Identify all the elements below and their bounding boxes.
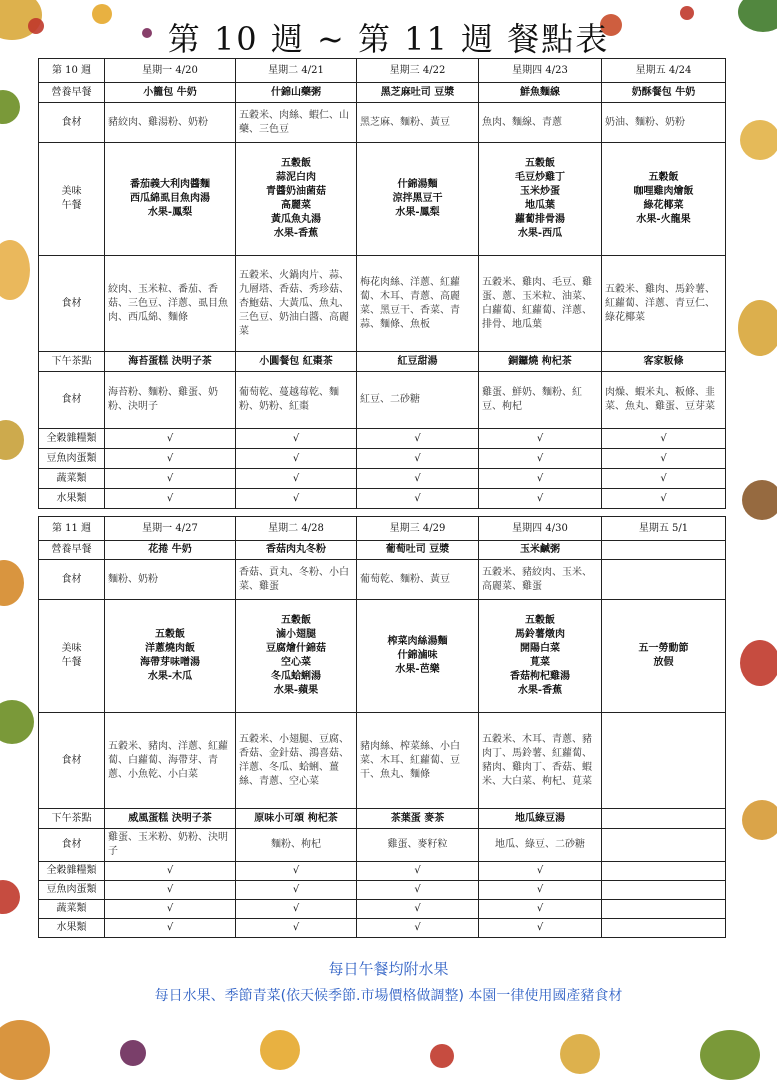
ingredients-cell: 魚肉、麵線、青蔥 [479, 103, 602, 143]
check-cell: √ [105, 862, 236, 881]
lunch-dish: 蘿蔔排骨湯 [515, 214, 565, 225]
snack-cell [602, 809, 726, 829]
lunch-dish: 開陽白菜 [520, 643, 560, 654]
ingredients-cell: 五穀米、小翅腿、豆腐、香菇、金針菇、鴻喜菇、洋蔥、冬瓜、蛤蜊、薑絲、青蔥、空心菜 [236, 713, 357, 809]
check-cell: √ [602, 429, 726, 449]
row-label-fruits: 水果類 [39, 489, 105, 509]
check-cell: √ [602, 449, 726, 469]
row-label-snack: 下午茶點 [39, 809, 105, 829]
ingredients-cell: 奶油、麵粉、奶粉 [602, 103, 726, 143]
ingredients-cell: 紅豆、二砂糖 [357, 372, 479, 429]
ingredients-cell: 地瓜、綠豆、二砂糖 [479, 829, 602, 862]
snack-cell: 客家粄條 [602, 352, 726, 372]
check-cell: √ [357, 900, 479, 919]
lunch-cell [479, 143, 602, 256]
lunch-dish: 冬瓜蛤蜊湯 [271, 671, 321, 682]
lunch-cell [357, 600, 479, 713]
lunch-dish: 什錦滷味 [397, 650, 438, 661]
breakfast-cell: 玉米鹹粥 [479, 541, 602, 560]
day-header: 星期一 4/20 [105, 59, 236, 83]
breakfast-cell: 葡萄吐司 豆漿 [357, 541, 479, 560]
lunch-label-line: 美味 [61, 643, 82, 654]
check-cell: √ [236, 449, 357, 469]
check-cell [602, 862, 726, 881]
check-cell: √ [479, 489, 602, 509]
day-header: 星期三 4/29 [357, 517, 479, 541]
ingredients-cell: 五穀米、火鍋肉片、蒜、九層塔、香菇、秀珍菇、杏鮑菇、大黃瓜、魚丸、三色豆、奶油白醬、高麗菜 [236, 256, 357, 352]
check-cell [602, 881, 726, 900]
lunch-label-line: 午餐 [61, 200, 82, 211]
breakfast-cell: 奶酥餐包 牛奶 [602, 83, 726, 103]
lunch-cell [236, 143, 357, 256]
week11-menu-table [38, 516, 726, 938]
ingredients-cell: 肉燥、蝦米丸、粄條、韭菜、魚丸、雞蛋、豆芽菜 [602, 372, 726, 429]
check-cell: √ [105, 919, 236, 938]
ingredients-cell: 豬肉絲、榨菜絲、小白菜、木耳、紅蘿蔔、豆干、魚丸、麵條 [357, 713, 479, 809]
day-header: 星期一 4/27 [105, 517, 236, 541]
lunch-dish: 水果-西瓜 [517, 228, 563, 239]
ingredients-cell: 雞蛋、玉米粉、奶粉、決明子 [105, 829, 236, 862]
row-label-snack: 下午茶點 [39, 352, 105, 372]
week10-protein-row [39, 449, 726, 469]
ingredients-cell: 五穀米、雞肉、毛豆、雞蛋、蔥、玉米粒、油菜、白蘿蔔、紅蘿蔔、洋蔥、排骨、地瓜葉 [479, 256, 602, 352]
ingredients-cell [602, 560, 726, 600]
snack-cell: 海苔蛋糕 決明子茶 [105, 352, 236, 372]
check-cell [602, 900, 726, 919]
check-cell: √ [479, 881, 602, 900]
week11-snack-row [39, 809, 726, 829]
check-cell: √ [357, 489, 479, 509]
lunch-dish: 水果-芭樂 [395, 664, 440, 675]
lunch-dish: 水果-蘋果 [273, 685, 319, 696]
lunch-dish: 五穀飯 [155, 629, 185, 640]
check-cell: √ [357, 881, 479, 900]
row-label-ingredients: 食材 [39, 256, 105, 352]
check-cell: √ [479, 919, 602, 938]
week10-lunch-ingredients-row [39, 256, 726, 352]
week11-snack-ingredients-row [39, 829, 726, 862]
ingredients-cell: 五穀米、肉絲、蝦仁、山藥、三色豆 [236, 103, 357, 143]
ingredients-cell: 麵粉、奶粉 [105, 560, 236, 600]
check-cell: √ [357, 862, 479, 881]
week10-breakfast-ingredients-row [39, 103, 726, 143]
check-cell: √ [357, 429, 479, 449]
week10-grains-row [39, 429, 726, 449]
week11-breakfast-row [39, 541, 726, 560]
row-label-protein: 豆魚肉蛋類 [39, 881, 105, 900]
check-cell: √ [357, 469, 479, 489]
row-label-lunch [39, 143, 105, 256]
breakfast-cell: 黑芝麻吐司 豆漿 [357, 83, 479, 103]
row-label-ingredients: 食材 [39, 829, 105, 862]
day-header: 星期三 4/22 [357, 59, 479, 83]
lunch-dish: 洋蔥燒肉飯 [145, 643, 195, 654]
week10-header-row [39, 59, 726, 83]
ingredients-cell: 麵粉、枸杞 [236, 829, 357, 862]
lunch-dish: 水果-香蕉 [273, 228, 319, 239]
week10-vegetables-row [39, 469, 726, 489]
lunch-dish: 黃瓜魚丸湯 [271, 214, 321, 225]
week11-vegetables-row [39, 900, 726, 919]
lunch-dish: 青醬奶油菌菇 [266, 186, 326, 197]
lunch-dish: 五穀飯 [525, 158, 555, 169]
check-cell: √ [602, 469, 726, 489]
week11-lunch-row [39, 600, 726, 713]
snack-cell: 地瓜綠豆湯 [479, 809, 602, 829]
day-header: 星期五 4/24 [602, 59, 726, 83]
breakfast-cell: 小籠包 牛奶 [105, 83, 236, 103]
ingredients-cell: 五穀米、雞肉、馬鈴薯、紅蘿蔔、洋蔥、青豆仁、綠花椰菜 [602, 256, 726, 352]
row-label-breakfast: 營養早餐 [39, 83, 105, 103]
week10-menu-table [38, 58, 726, 509]
check-cell: √ [479, 862, 602, 881]
lunch-dish: 蒜泥白肉 [276, 172, 316, 183]
ingredients-cell: 雞蛋、鮮奶、麵粉、紅豆、枸杞 [479, 372, 602, 429]
lunch-cell [105, 143, 236, 256]
lunch-cell [236, 600, 357, 713]
row-label-vegetables: 蔬菜類 [39, 900, 105, 919]
check-cell: √ [236, 469, 357, 489]
day-header: 星期二 4/21 [236, 59, 357, 83]
row-label-ingredients: 食材 [39, 713, 105, 809]
lunch-dish: 五穀飯 [525, 615, 555, 626]
ingredients-cell [602, 829, 726, 862]
check-cell: √ [105, 449, 236, 469]
check-cell: √ [479, 469, 602, 489]
row-label-protein: 豆魚肉蛋類 [39, 449, 105, 469]
lunch-dish: 綠花椰菜 [643, 200, 684, 211]
lunch-dish: 高麗菜 [281, 200, 311, 211]
lunch-dish: 五穀飯 [648, 172, 679, 183]
lunch-dish: 水果-鳳梨 [147, 207, 193, 218]
lunch-dish: 番茄義大利肉醬麵 [130, 179, 210, 190]
ingredients-cell: 海苔粉、麵粉、雞蛋、奶粉、決明子 [105, 372, 236, 429]
breakfast-cell: 花捲 牛奶 [105, 541, 236, 560]
week-label: 第 10 週 [39, 59, 105, 83]
week11-grains-row [39, 862, 726, 881]
lunch-cell [602, 143, 726, 256]
day-header: 星期五 5/1 [602, 517, 726, 541]
lunch-dish: 水果-香蕉 [517, 685, 563, 696]
ingredients-cell: 豬絞肉、雞湯粉、奶粉 [105, 103, 236, 143]
ingredients-cell: 絞肉、玉米粒、番茄、香菇、三色豆、洋蔥、虱目魚肉、西瓜綿、麵條 [105, 256, 236, 352]
week10-lunch-row [39, 143, 726, 256]
check-cell: √ [357, 449, 479, 469]
check-cell: √ [357, 919, 479, 938]
lunch-dish: 咖哩雞肉燴飯 [633, 186, 694, 197]
snack-cell: 茶葉蛋 麥茶 [357, 809, 479, 829]
breakfast-cell: 什錦山藥粥 [236, 83, 357, 103]
lunch-dish: 五一勞動節 [638, 643, 689, 654]
check-cell: √ [236, 919, 357, 938]
check-cell: √ [236, 881, 357, 900]
snack-cell: 紅豆甜湯 [357, 352, 479, 372]
check-cell: √ [479, 429, 602, 449]
check-cell: √ [105, 469, 236, 489]
breakfast-cell: 鮮魚麵線 [479, 83, 602, 103]
lunch-dish: 滷小翅腿 [276, 629, 316, 640]
lunch-dish: 水果-鳳梨 [395, 207, 440, 218]
week10-breakfast-row [39, 83, 726, 103]
check-cell: √ [236, 900, 357, 919]
week10-snack-row [39, 352, 726, 372]
row-label-ingredients: 食材 [39, 560, 105, 600]
lunch-dish: 什錦湯麵 [397, 179, 438, 190]
lunch-dish: 玉米炒蛋 [520, 186, 560, 197]
lunch-dish: 豆腐燴什錦菇 [266, 643, 326, 654]
ingredients-cell: 梅花肉絲、洋蔥、紅蘿蔔、木耳、青蔥、高麗菜、黑豆干、香菜、青蒜、麵條、魚板 [357, 256, 479, 352]
lunch-label-line: 美味 [61, 186, 82, 197]
lunch-dish: 水果-火龍果 [636, 214, 691, 225]
check-cell: √ [479, 449, 602, 469]
ingredients-cell: 雞蛋、麥籽粒 [357, 829, 479, 862]
check-cell [602, 919, 726, 938]
row-label-grains: 全穀雜糧類 [39, 429, 105, 449]
lunch-dish: 放假 [653, 657, 674, 668]
lunch-cell [357, 143, 479, 256]
lunch-dish: 莧菜 [530, 657, 550, 668]
ingredients-cell: 葡萄乾、蔓越莓乾、麵粉、奶粉、紅棗 [236, 372, 357, 429]
day-header: 星期四 4/23 [479, 59, 602, 83]
ingredients-cell: 五穀米、豬絞肉、玉米、高麗菜、雞蛋 [479, 560, 602, 600]
ingredients-cell [602, 713, 726, 809]
lunch-dish: 香菇枸杞雞湯 [510, 671, 570, 682]
week11-lunch-ingredients-row [39, 713, 726, 809]
row-label-fruits: 水果類 [39, 919, 105, 938]
lunch-cell [479, 600, 602, 713]
check-cell: √ [236, 489, 357, 509]
footer-note-fruit: 每日午餐均附水果 [328, 960, 449, 978]
check-cell: √ [236, 862, 357, 881]
row-label-ingredients: 食材 [39, 372, 105, 429]
lunch-dish: 空心菜 [281, 657, 311, 668]
ingredients-cell: 葡萄乾、麵粉、黃豆 [357, 560, 479, 600]
check-cell: √ [479, 900, 602, 919]
week-label: 第 11 週 [39, 517, 105, 541]
page-title: 第 10 週 ~ 第 11 週 餐點表 [167, 20, 610, 58]
lunch-dish: 地瓜葉 [525, 200, 555, 211]
lunch-dish: 海帶芽味噌湯 [140, 657, 200, 668]
row-label-grains: 全穀雜糧類 [39, 862, 105, 881]
check-cell: √ [105, 900, 236, 919]
snack-cell: 小圓餐包 紅棗茶 [236, 352, 357, 372]
snack-cell: 銅鑼燒 枸杞茶 [479, 352, 602, 372]
row-label-vegetables: 蔬菜類 [39, 469, 105, 489]
check-cell: √ [105, 881, 236, 900]
lunch-dish: 榨菜肉絲湯麵 [387, 636, 448, 647]
day-header: 星期二 4/28 [236, 517, 357, 541]
breakfast-cell: 香菇肉丸冬粉 [236, 541, 357, 560]
breakfast-cell [602, 541, 726, 560]
week11-breakfast-ingredients-row [39, 560, 726, 600]
snack-cell: 原味小可頌 枸杞茶 [236, 809, 357, 829]
snack-cell: 威風蛋糕 決明子茶 [105, 809, 236, 829]
row-label-lunch [39, 600, 105, 713]
ingredients-cell: 黑芝麻、麵粉、黃豆 [357, 103, 479, 143]
check-cell: √ [105, 489, 236, 509]
lunch-dish: 馬鈴薯燉肉 [515, 629, 565, 640]
week11-header-row [39, 517, 726, 541]
lunch-dish: 五穀飯 [281, 615, 311, 626]
week10-snack-ingredients-row [39, 372, 726, 429]
week10-fruits-row [39, 489, 726, 509]
lunch-dish: 水果-木瓜 [147, 671, 193, 682]
check-cell: √ [105, 429, 236, 449]
lunch-label-line: 午餐 [61, 657, 82, 668]
lunch-dish: 毛豆炒雞丁 [515, 172, 565, 183]
lunch-dish: 涼拌黑豆干 [392, 193, 443, 204]
lunch-dish: 五穀飯 [281, 158, 311, 169]
check-cell: √ [236, 429, 357, 449]
lunch-dish: 西瓜綿虱目魚肉湯 [130, 193, 210, 204]
lunch-cell [602, 600, 726, 713]
week11-protein-row [39, 881, 726, 900]
row-label-breakfast: 營養早餐 [39, 541, 105, 560]
day-header: 星期四 4/30 [479, 517, 602, 541]
ingredients-cell: 五穀米、豬肉、洋蔥、紅蘿蔔、白蘿蔔、海帶芽、青蔥、小魚乾、小白菜 [105, 713, 236, 809]
footer-note-seasonal: 每日水果、季節青菜(依天候季節.市場價格做調整) 本園一律使用國產豬食材 [154, 988, 623, 1004]
week11-fruits-row [39, 919, 726, 938]
ingredients-cell: 香菇、貢丸、冬粉、小白菜、雞蛋 [236, 560, 357, 600]
row-label-ingredients: 食材 [39, 103, 105, 143]
lunch-cell [105, 600, 236, 713]
check-cell: √ [602, 489, 726, 509]
ingredients-cell: 五穀米、木耳、青蔥、豬肉丁、馬鈴薯、紅蘿蔔、豬肉、雞肉丁、香菇、蝦米、大白菜、枸杞、莧菜 [479, 713, 602, 809]
